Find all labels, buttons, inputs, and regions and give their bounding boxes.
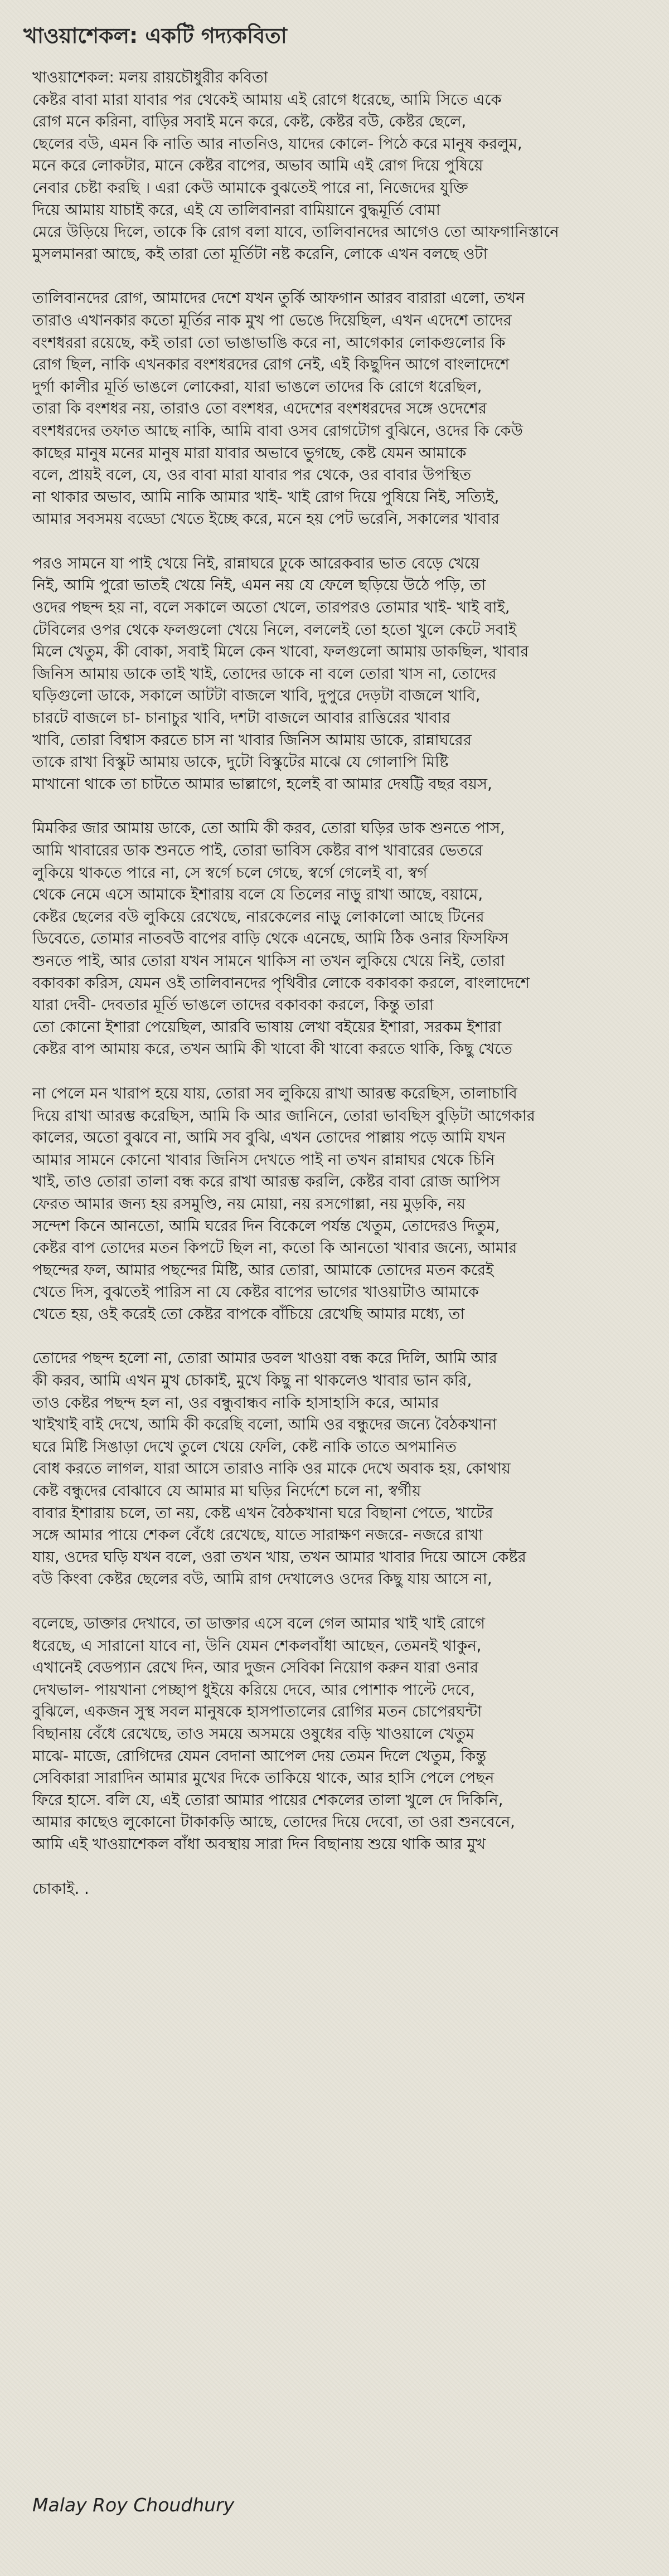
author-signature: Malay Roy Choudhury bbox=[32, 2494, 235, 2516]
poem-line: মুসলমানরা আছে, কই তারা তো মূর্তিটা নষ্ট করেনি, লোকে এখন বলছে ওটা bbox=[32, 245, 488, 263]
poem-line: পছন্দের ফল, আমার পছন্দের মিষ্টি, আর তোরা, আমাকে তোদের মতন করেই bbox=[32, 1261, 494, 1279]
poem-line: ডিবেতে, তোমার নাতবউ বাপের বাড়ি থেকে এনেছে, আমি ঠিক ওনার ফিসফিস bbox=[32, 930, 509, 948]
poem-line: বিছানায় বেঁধে রেখেছে, তাও সময়ে অসময়ে ওষুধের বড়ি খাওয়ালে খেতুম bbox=[32, 1724, 474, 1743]
poem-line: আমার কাছেও লুকোনো টাকাকড়ি আছে, তোদের দিয়ে দেবো, তা ওরা শুনবেনে, bbox=[32, 1813, 515, 1831]
poem-line: কালের, অতো বুঝবে না, আমি সব বুঝি, এখন তোদের পাল্লায় পড়ে আমি যখন bbox=[32, 1129, 506, 1147]
poem-line: না থাকার অভাব, আমি নাকি আমার খাই- খাই রোগ দিয়ে পুষিয়ে নিই, সত্যিই, bbox=[32, 488, 500, 506]
poem-line: বোধ করতে লাগল, যারা আসে তারাও নাকি ওর মাকে দেখে অবাক হয়, কোথায় bbox=[32, 1460, 511, 1478]
stanza bbox=[32, 1083, 662, 1326]
poem-line: রোগ মনে করিনা, বাড়ির সবাই মনে করে, কেষ্ট, কেষ্টর বউ, কেষ্টর ছেলে, bbox=[32, 113, 467, 131]
poem-line: জিনিস আমায় ডাকে তাই খাই, তোদের ডাকে না বলে তোরা খাস না, তোদের bbox=[32, 664, 497, 683]
poem-line: বউ কিংবা কেষ্টর ছেলের বউ, আমি রাগ দেখালেও ওদের কিছু যায় আসে না, bbox=[32, 1570, 492, 1588]
poem-line: আমি খাবারের ডাক শুনতে পাই, তোরা ভাবিস কেষ্টর বাপ খাবারের ভেতরে bbox=[32, 842, 483, 859]
poem-line: তাও কেষ্টর পছন্দ হল না, ওর বন্ধুবান্ধব নাকি হাসাহাসি করে, আমার bbox=[32, 1393, 439, 1412]
poem-line: শুনতে পাই, আর তোরা যখন সামনে থাকিস না তখন লুকিয়ে খেয়ে নিই, তোরা bbox=[32, 951, 505, 970]
stanza bbox=[32, 1613, 662, 1856]
poem-line: কেষ্টর বাবা মারা যাবার পর থেকেই আমায় এই রোগে ধরেছে, আমি সিতে একে bbox=[32, 90, 502, 109]
poem-line: মাঝে- মাজে, রোগিদের যেমন বেদানা আপেল দেয় তেমন দিলে খেতুম, কিন্তু bbox=[32, 1747, 487, 1765]
stanza-break bbox=[32, 795, 662, 818]
page-title: খাওয়াশেকল: একটি গদ্যকবিতা bbox=[23, 23, 287, 48]
poem-line: সন্দেশ কিনে আনতো, আমি ঘরের দিন বিকেলে পর্যন্ত খেতুম, তোদেরও দিতুম, bbox=[32, 1217, 500, 1235]
stanza bbox=[32, 89, 662, 266]
poem-line: বুঝিলে, একজন সুস্থ সবল মানুষকে হাসপাতালের রোগির মতন চোপেরঘন্টা bbox=[32, 1703, 482, 1721]
poem-line: মিমকির জার আমায় ডাকে, তো আমি কী করব, তোরা ঘড়ির ডাক শুনতে পাস, bbox=[32, 819, 505, 838]
poem-line: আমি এই খাওয়াশেকল বাঁধা অবস্থায় সারা দিন বিছানায় শুয়ে থাকি আর মুখ bbox=[32, 1835, 486, 1853]
poem-line: ফেরত আমার জন্য হয় রসমুণ্ডি, নয় মোয়া, নয় রসগোল্লা, নয় মুড়কি, নয় bbox=[32, 1194, 466, 1213]
poem-line: বলে, প্রায়ই বলে, যে, ওর বাবা মারা যাবার পর থেকে, ওর বাবার উপস্থিত bbox=[32, 466, 471, 484]
poem-line: মিলে খেতুম, কী বোকা, সবাই মিলে কেন খাবো, ফলগুলো আমায় ডাকছিল, খাবার bbox=[32, 643, 529, 661]
poem-line: যায়, ওদের ঘড়ি যখন বলে, ওরা তখন খায়, তখন আমার খাবার দিয়ে আসে কেষ্টর bbox=[32, 1548, 526, 1566]
poem-line: কী করব, আমি এখন মুখ চোকাই, মুখে কিছু না থাকলেও খাবার ভান করি, bbox=[32, 1372, 472, 1390]
stanza bbox=[32, 553, 662, 796]
poem-line: রোগ ছিল, নাকি এখনকার বংশধরদের রোগ নেই, এই কিছুদিন আগে বাংলাদেশে bbox=[32, 356, 510, 374]
poem-line: কেষ্টর বাপ আমায় করে, তখন আমি কী খাবো কী খাবো করতে থাকি, কিছু খেতে bbox=[32, 1040, 512, 1058]
poem-line: দেখভাল- পায়খানা পেচ্ছাপ ধুইয়ে করিয়ে দেবে, আর পোশাক পাল্টে দেবে, bbox=[32, 1680, 475, 1699]
poem-line: যারা দেবী- দেবতার মূর্তি ভাঙলে তাদের বকাবকা করলে, কিন্তু তারা bbox=[32, 996, 434, 1014]
poem-stanzas bbox=[32, 89, 662, 1856]
poem-line: না পেলে মন খারাপ হয়ে যায়, তোরা সব লুকিয়ে রাখা আরম্ভ করেছিস, তালাচাবি bbox=[32, 1084, 517, 1102]
stanza-break bbox=[32, 531, 662, 553]
stanza-break bbox=[32, 1591, 662, 1613]
poem-line: পরও সামনে যা পাই খেয়ে নিই, রান্নাঘরে ঢুকে আরেকবার ভাত বেড়ে খেয়ে bbox=[32, 554, 480, 572]
poem-line: বকাবকা করিস, যেমন ওই তালিবানদের পৃথিবীর লোকে বকাবকা করলে, বাংলাদেশে bbox=[32, 974, 530, 992]
poem-line: ছেলের বউ, এমন কি নাতি আর নাতনিও, যাদের কোলে- পিঠে করে মানুষ করলুম, bbox=[32, 134, 522, 153]
poem-line: বাবার ইশারায় চলে, তা নয়, কেষ্ট এখন বৈঠকখানা ঘরে বিছানা পেতে, খাটের bbox=[32, 1504, 493, 1522]
poem-line: বলেছে, ডাক্তার দেখাবে, তা ডাক্তার এসে বলে গেল আমার খাই খাই রোগে bbox=[32, 1615, 485, 1632]
poem-line: তো কোনো ইশারা পেয়েছিল, আরবি ভাষায় লেখা বইয়ের ইশারা, সরকম ইশারা bbox=[32, 1018, 502, 1036]
poem-line: তারা কি বংশধর নয়, তারাও তো বংশধর, এদেশের বংশধরদের সঙ্গে ওদেশের bbox=[32, 400, 487, 418]
poem-line: তোদের পছন্দ হলো না, তোরা আমার ডবল খাওয়া বন্ধ করে দিলি, আমি আর bbox=[32, 1349, 497, 1368]
stanza bbox=[32, 1348, 662, 1591]
poem-line: খেতে হয়, ওই করেই তো কেষ্টর বাপকে বাঁচিয়ে রেখেছি আমার মধ্যে, তা bbox=[32, 1305, 465, 1323]
stanza-break bbox=[32, 1325, 662, 1348]
poem-line: দিয়ে রাখা আরম্ভ করেছিস, আমি কি আর জানিনে, তোরা ভাবছিস বুড়িটা আগেকার bbox=[32, 1106, 535, 1125]
poem-line: ওদের পছন্দ হয় না, বলে সকালে অতো খেলে, তারপরও তোমার খাই- খাই বাই, bbox=[32, 599, 510, 617]
poem-line: লুকিয়ে থাকতে পারে না, সে স্বর্গে চলে গেছে, স্বর্গে গেলেই বা, স্বর্গ bbox=[32, 863, 428, 882]
poem-line: কেষ্ট বন্ধুদের বোঝাবে যে আমার মা ঘড়ির নির্দেশে চলে না, স্বর্গীয় bbox=[32, 1482, 421, 1500]
poem-line: কেষ্টর বাপ তোদের মতন কিপটে ছিল না, কতো কি আনতো খাবার জন্যে, আমার bbox=[32, 1239, 517, 1257]
poem-line: বংশধররা রয়েছে, কই তারা তো ভাঙাভাঙি করে না, আগেকার লোকগুলোর কি bbox=[32, 333, 506, 352]
poem-line: সেবিকারা সারাদিন আমার মুখের দিকে তাকিয়ে থাকে, আর হাসি পেলে পেছন bbox=[32, 1769, 495, 1787]
poem-body bbox=[32, 67, 662, 1900]
poem-line: খেতে দিস, বুঝতেই পারিস না যে কেষ্টর বাপের ভাগের খাওয়াটাও আমাকে bbox=[32, 1283, 479, 1301]
poem-closing-line: চোকাই. . bbox=[32, 1879, 89, 1898]
poem-line: দুর্গা কালীর মূর্তি ভাঙলে লোকেরা, যারা ভাঙলে তাদের কি রোগে ধরেছিল, bbox=[32, 377, 482, 396]
poem-line: দিয়ে আমায় যাচাই করে, এই যে তালিবানরা বামিয়ানে বুদ্ধমূর্তি বোমা bbox=[32, 201, 440, 219]
poem-line: ঘরে মিষ্টি সিঙাড়া দেখে তুলে খেয়ে ফেলি, কেষ্ট নাকি তাতে অপমানিত bbox=[32, 1437, 457, 1456]
poem-line: মনে করে লোকটার, মানে কেষ্টর বাপের, অভাব আমি এই রোগ দিয়ে পুষিয়ে bbox=[32, 157, 483, 175]
poem-line: ফিরে হাসে. বলি যে, এই তোরা আমার পায়ের শেকলের তালা খুলে দে দিকিনি, bbox=[32, 1791, 503, 1809]
poem-line: বংশধরদের তফাত আছে নাকি, আমি বাবা ওসব রোগটোগ বুঝিনে, ওদের কি কেউ bbox=[32, 421, 523, 440]
poem-line: খাবি, তোরা বিশ্বাস করতে চাস না খাবার জিনিস আমায় ডাকে, রান্নাঘরের bbox=[32, 731, 472, 749]
poem-line: নেবার চেষ্টা করছি । এরা কেউ আমাকে বুঝতেই পারে না, নিজেদের যুক্তি bbox=[32, 178, 468, 197]
stanza-break bbox=[32, 265, 662, 288]
poem-line: কাছের মানুষ মনের মানুষ মারা যাবার অভাবে ভুগছে, কেষ্ট যেমন আমাকে bbox=[32, 444, 467, 462]
stanza-break bbox=[32, 1061, 662, 1083]
poem-line: কেষ্টর ছেলের বউ লুকিয়ে রেখেছে, নারকেলের নাড়ু লোকালো আছে টিনের bbox=[32, 907, 484, 926]
poem-line: ঘড়িগুলো ডাকে, সকালে আটটা বাজলে খাবি, দুপুরে দেড়টা বাজলে খাবি, bbox=[32, 687, 481, 705]
poem-heading: খাওয়াশেকল: মলয় রায়চৌধুরীর কবিতা bbox=[32, 69, 268, 86]
poem-line: ধরেছে, এ সারানো যাবে না, উনি যেমন শেকলবাঁধা আছেন, তেমনই থাকুন, bbox=[32, 1636, 482, 1655]
poem-line: তাকে রাখা বিস্কুট আমায় ডাকে, দুটো বিস্কুটের মাঝে যে গোলাপি মিষ্টি bbox=[32, 753, 449, 771]
poem-line: তালিবানদের রোগ, আমাদের দেশে যখন তুর্কি আফগান আরব বারারা এলো, তখন bbox=[32, 289, 525, 308]
stanza bbox=[32, 288, 662, 531]
poem-line: খাই, তাও তোরা তালা বন্ধ করে রাখা আরম্ভ করলি, কেষ্টর বাবা রোজ আপিস bbox=[32, 1173, 501, 1191]
poem-line: আমার সবসময় বড্ডো খেতে ইচ্ছে করে, মনে হয় পেট ভরেনি, সকালের খাবার bbox=[32, 510, 500, 528]
poem-line: টেবিলের ওপর থেকে ফলগুলো খেয়ে নিলে, বললেই তো হতো খুলে কেটে সবাই bbox=[32, 620, 517, 639]
poem-line: থেকে নেমে এসে আমাকে ইশারায় বলে যে তিলের নাড়ু রাখা আছে, বয়ামে, bbox=[32, 886, 483, 904]
poem-line: মাখানো থাকে তা চাটতে আমার ভাল্লাগে, হলেই বা আমার দেষট্টি বছর বয়স, bbox=[32, 775, 492, 793]
stanza bbox=[32, 818, 662, 1061]
poem-line: নিই, আমি পুরো ভাতই খেয়ে নিই, এমন নয় যে ফেলে ছড়িয়ে উঠে পড়ি, তা bbox=[32, 576, 486, 595]
poem-line: তারাও এখানকার কতো মূর্তির নাক মুখ পা ভেঙে দিয়েছিল, এখন এদেশে তাদের bbox=[32, 311, 512, 329]
poem-line: আমার সামনে কোনো খাবার জিনিস দেখতে পাই না তখন রান্নাঘর থেকে চিনি bbox=[32, 1150, 495, 1169]
poem-line: মেরে উড়িয়ে দিলে, তাকে কি রোগ বলা যাবে, তালিবানদের আগেও তো আফগানিস্তানে bbox=[32, 223, 559, 241]
poem-line: সঙ্গে আমার পায়ে শেকল বেঁধে রেখেছে, যাতে সারাক্ষণ নজরে- নজরে রাখা bbox=[32, 1526, 483, 1544]
poem-line: এখানেই বেডপ্যান রেখে দিন, আর দুজন সেবিকা নিয়োগ করুন যারা ওনার bbox=[32, 1659, 479, 1677]
poem-line: চারটে বাজলে চা- চানাচুর খাবি, দশটা বাজলে আবার রাত্তিরের খাবার bbox=[32, 709, 450, 727]
poem-line: খাইখাই বাই দেখে, আমি কী করেছি বলো, আমি ওর বন্ধুদের জন্যে বৈঠকখানা bbox=[32, 1416, 497, 1434]
